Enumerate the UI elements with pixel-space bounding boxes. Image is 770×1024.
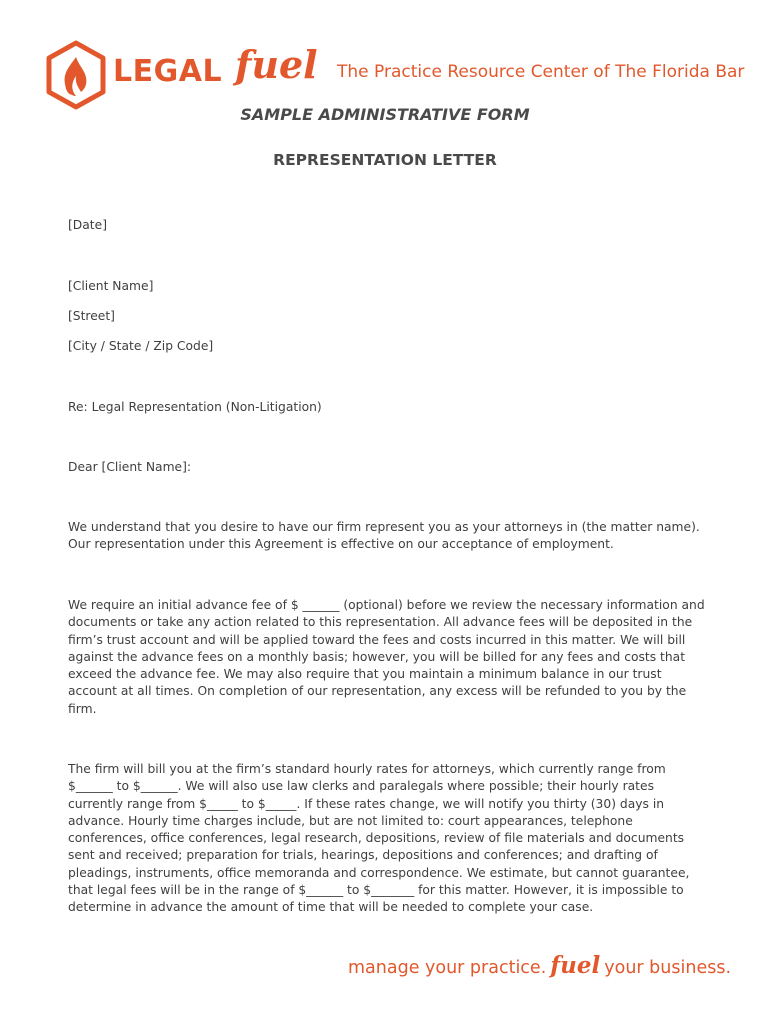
paragraph-intro: We understand that you desire to have our firm represent you as your attorneys in (the matter name). Our representation under this Agreement is effective on our acceptance of employment. bbox=[68, 520, 700, 552]
form-type-heading: SAMPLE ADMINISTRATIVE FORM bbox=[240, 105, 530, 124]
header-tagline: The Practice Resource Center of The Florida Bar bbox=[337, 62, 745, 82]
paragraph-advance-fee: We require an initial advance fee of $ ______ (optional) before we review the necessary information and documents or take any action related to this representation. All advance fees will be deposited in the firm’s trust account and will be applied toward the fees and costs incurred in this matter. We will bill against the advance fees on a monthly basis; however, you will be billed for any fees and costs that exceed the advance fee. We may also require that you maintain a minimum balance in our trust account at all times. On completion of our representation, any excess will be refunded to you by the firm. bbox=[68, 598, 705, 716]
city-state-zip-placeholder: [City / State / Zip Code] bbox=[68, 339, 214, 353]
paragraph-hourly-rates: The firm will bill you at the firm’s standard hourly rates for attorneys, which currently range from $______ to $______. We will also use law clerks and paralegals where possible; their hourly rates currently range from $_____ to $_____. If these rates change, we will notify you thirty (30) days in advance. Hourly time charges include, but are not limited to: court appearances, telephone conferences, office conferences, legal research, depositions, review of file materials and documents sent and received; preparation for trials, hearings, depositions and conferences; and drafting of pleadings, instruments, office memoranda and correspondence. We estimate, but cannot guarantee, that legal fees will be in the range of $______ to $_______ for this matter. However, it is impossible to determine in advance the amount of time that will be needed to complete your case. bbox=[68, 762, 690, 915]
letterhead bbox=[45, 40, 745, 110]
footer-slogan-fuel: fuel bbox=[550, 952, 601, 979]
street-placeholder: [Street] bbox=[68, 309, 115, 323]
document-title: REPRESENTATION LETTER bbox=[273, 151, 497, 169]
footer-slogan bbox=[348, 952, 748, 988]
re-line: Re: Legal Representation (Non-Litigation) bbox=[68, 400, 322, 414]
client-name-placeholder: [Client Name] bbox=[68, 279, 154, 293]
flame-hexagon-icon bbox=[45, 40, 107, 110]
date-placeholder: [Date] bbox=[68, 218, 107, 232]
logo-wordmark-legal: LEGAL bbox=[113, 54, 223, 89]
salutation: Dear [Client Name]: bbox=[68, 460, 192, 474]
logo-wordmark-fuel: fuel bbox=[235, 42, 318, 87]
footer-slogan-part2: your business. bbox=[604, 958, 732, 978]
footer-slogan-part1: manage your practice. bbox=[348, 958, 547, 978]
